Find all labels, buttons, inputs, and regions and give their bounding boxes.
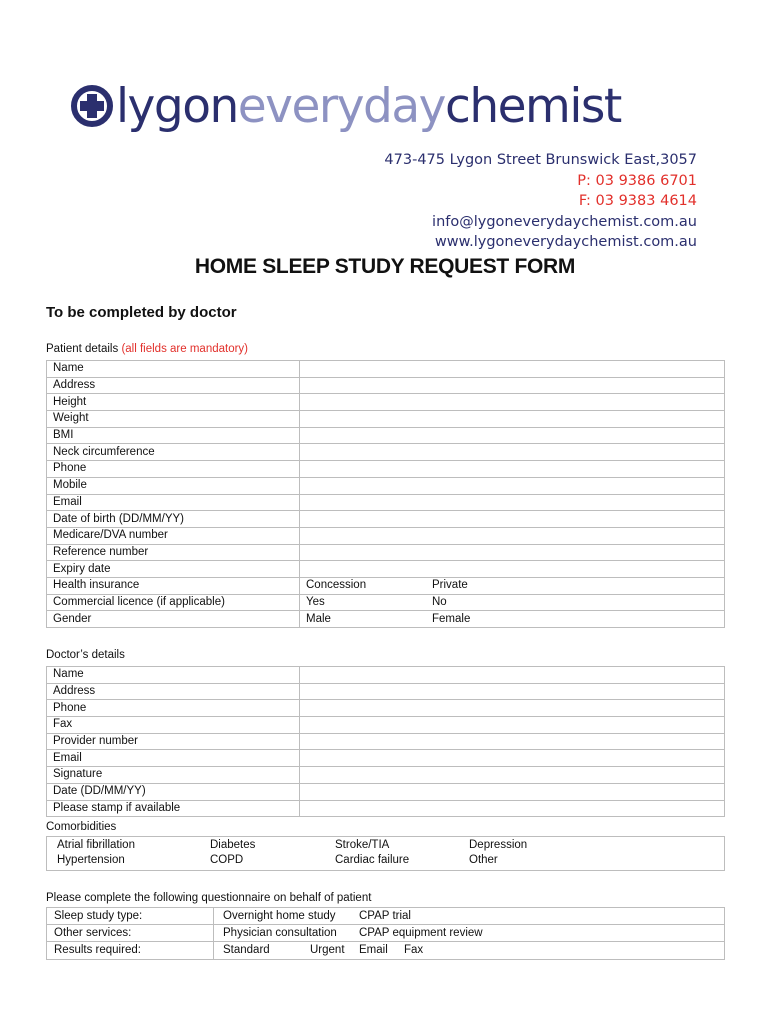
store-website[interactable]: www.lygoneverydaychemist.com.au xyxy=(434,234,697,251)
patient-name-input[interactable] xyxy=(300,361,725,378)
doctor-details-table xyxy=(46,666,725,817)
doctor-provider-number-input[interactable] xyxy=(300,733,725,750)
field-label: Date (DD/MM/YY) xyxy=(47,783,300,800)
comorbidity-cardiac-failure[interactable]: Cardiac failure xyxy=(335,854,410,866)
option-no[interactable]: No xyxy=(432,595,447,608)
field-label: Please stamp if available xyxy=(47,800,300,817)
field-label: Name xyxy=(47,361,300,378)
field-label: Signature xyxy=(47,767,300,784)
patient-date-of-birth-dd-mm-yy-input[interactable] xyxy=(300,511,725,528)
field-label: Mobile xyxy=(47,477,300,494)
patient-bmi-input[interactable] xyxy=(300,427,725,444)
commercial-licence-options[interactable] xyxy=(300,594,725,611)
field-label: Email xyxy=(47,750,300,767)
option-concession[interactable]: Concession xyxy=(306,579,367,592)
field-label: Expiry date xyxy=(47,561,300,578)
field-label: Phone xyxy=(47,700,300,717)
patient-address-input[interactable] xyxy=(300,377,725,394)
patient-row-mobile xyxy=(47,477,725,494)
doctor-signature-input[interactable] xyxy=(300,767,725,784)
comorbidity-other[interactable]: Other xyxy=(469,854,498,866)
field-label: Phone xyxy=(47,461,300,478)
patient-row-phone xyxy=(47,461,725,478)
doctor-row-phone xyxy=(47,700,725,717)
doctor-name-input[interactable] xyxy=(300,667,725,684)
option-email[interactable]: Email xyxy=(359,944,388,956)
gender-options[interactable] xyxy=(300,611,725,628)
patient-medicare-dva-number-input[interactable] xyxy=(300,527,725,544)
patient-row-medicare-dva-number xyxy=(47,527,725,544)
patient-phone-input[interactable] xyxy=(300,461,725,478)
field-label: Email xyxy=(47,494,300,511)
questionnaire-box xyxy=(46,907,725,960)
option-overnight-home-study[interactable]: Overnight home study xyxy=(223,910,336,922)
doctor-row-please-stamp-if-available xyxy=(47,800,725,817)
field-label: Gender xyxy=(47,611,300,628)
doctor-row-provider-number xyxy=(47,733,725,750)
form-title: HOME SLEEP STUDY REQUEST FORM xyxy=(194,255,576,278)
comorbidities-heading: Comorbidities xyxy=(46,821,117,833)
field-label: Address xyxy=(47,683,300,700)
field-label: Height xyxy=(47,394,300,411)
medical-cross-icon xyxy=(70,84,114,128)
option-female[interactable]: Female xyxy=(432,612,471,625)
doctor-details-heading: Doctor’s details xyxy=(46,649,125,661)
comorbidity-stroke-tia[interactable]: Stroke/TIA xyxy=(335,839,390,851)
comorbidity-depression[interactable]: Depression xyxy=(469,839,528,851)
field-label: Commercial licence (if applicable) xyxy=(47,594,300,611)
option-cpap-equipment-review[interactable]: CPAP equipment review xyxy=(359,927,483,939)
patient-mobile-input[interactable] xyxy=(300,477,725,494)
doctor-row-name xyxy=(47,667,725,684)
option-urgent[interactable]: Urgent xyxy=(310,944,345,956)
option-cpap-trial[interactable]: CPAP trial xyxy=(359,910,411,922)
patient-row-email xyxy=(47,494,725,511)
patient-row-reference-number xyxy=(47,544,725,561)
comorbidity-atrial-fibrillation[interactable]: Atrial fibrillation xyxy=(57,839,135,851)
field-label: Provider number xyxy=(47,733,300,750)
field-label: Health insurance xyxy=(47,577,300,594)
comorbidity-copd[interactable]: COPD xyxy=(210,854,244,866)
patient-row-expiry-date xyxy=(47,561,725,578)
doctor-address-input[interactable] xyxy=(300,683,725,700)
field-label: Name xyxy=(47,667,300,684)
doctor-please-stamp-if-available-input[interactable] xyxy=(300,800,725,817)
form-subtitle: To be completed by doctor xyxy=(46,304,237,321)
doctor-email-input[interactable] xyxy=(300,750,725,767)
option-private[interactable]: Private xyxy=(432,579,468,592)
field-label: Address xyxy=(47,377,300,394)
doctor-row-signature xyxy=(47,767,725,784)
comorbidity-hypertension[interactable]: Hypertension xyxy=(57,854,125,866)
patient-row-height xyxy=(47,394,725,411)
patient-neck-circumference-input[interactable] xyxy=(300,444,725,461)
option-standard[interactable]: Standard xyxy=(223,944,270,956)
field-label: Date of birth (DD/MM/YY) xyxy=(47,511,300,528)
patient-reference-number-input[interactable] xyxy=(300,544,725,561)
patient-details-table xyxy=(46,360,725,628)
field-label: BMI xyxy=(47,427,300,444)
option-yes[interactable]: Yes xyxy=(306,595,325,608)
doctor-date-dd-mm-yy-input[interactable] xyxy=(300,783,725,800)
doctor-phone-input[interactable] xyxy=(300,700,725,717)
doctor-row-email xyxy=(47,750,725,767)
mandatory-note: (all fields are mandatory) xyxy=(121,343,249,355)
patient-weight-input[interactable] xyxy=(300,411,725,428)
patient-row-address xyxy=(47,377,725,394)
store-phone: P: 03 9386 6701 xyxy=(577,172,697,189)
brand-wordmark: lygoneverydaychemist xyxy=(116,78,621,134)
doctor-row-address xyxy=(47,683,725,700)
doctor-row-fax xyxy=(47,717,725,734)
brand-logo xyxy=(70,78,621,134)
patient-row-weight xyxy=(47,411,725,428)
field-label: Weight xyxy=(47,411,300,428)
doctor-fax-input[interactable] xyxy=(300,717,725,734)
contact-block xyxy=(384,150,697,253)
option-male[interactable]: Male xyxy=(306,612,331,625)
field-label: Reference number xyxy=(47,544,300,561)
patient-row-health-insurance xyxy=(47,577,725,594)
comorbidities-box xyxy=(46,836,725,871)
store-address: 473-475 Lygon Street Brunswick East,3057 xyxy=(384,152,697,168)
health-insurance-options[interactable] xyxy=(300,577,725,594)
patient-row-neck-circumference xyxy=(47,444,725,461)
field-label: Fax xyxy=(47,717,300,734)
patient-row-commercial-licence xyxy=(47,594,725,611)
store-email[interactable]: info@lygoneverydaychemist.com.au xyxy=(432,213,697,230)
sleep-study-type-label: Sleep study type: xyxy=(54,910,143,922)
store-fax: F: 03 9383 4614 xyxy=(578,193,697,210)
patient-row-bmi xyxy=(47,427,725,444)
patient-height-input[interactable] xyxy=(300,394,725,411)
other-services-label: Other services: xyxy=(54,927,132,939)
field-label: Medicare/DVA number xyxy=(47,527,300,544)
patient-details-heading: Patient details (all fields are mandatory) xyxy=(46,343,249,355)
patient-row-name xyxy=(47,361,725,378)
results-required-label: Results required: xyxy=(54,944,141,956)
option-physician-consultation[interactable]: Physician consultation xyxy=(223,927,337,939)
questionnaire-heading: Please complete the following questionnaire on behalf of patient xyxy=(46,892,372,904)
patient-row-gender xyxy=(47,611,725,628)
patient-expiry-date-input[interactable] xyxy=(300,561,725,578)
patient-email-input[interactable] xyxy=(300,494,725,511)
doctor-row-date-dd-mm-yy xyxy=(47,783,725,800)
option-fax[interactable]: Fax xyxy=(404,944,424,956)
patient-row-date-of-birth-dd-mm-yy xyxy=(47,511,725,528)
comorbidity-diabetes[interactable]: Diabetes xyxy=(210,839,256,851)
field-label: Neck circumference xyxy=(47,444,300,461)
